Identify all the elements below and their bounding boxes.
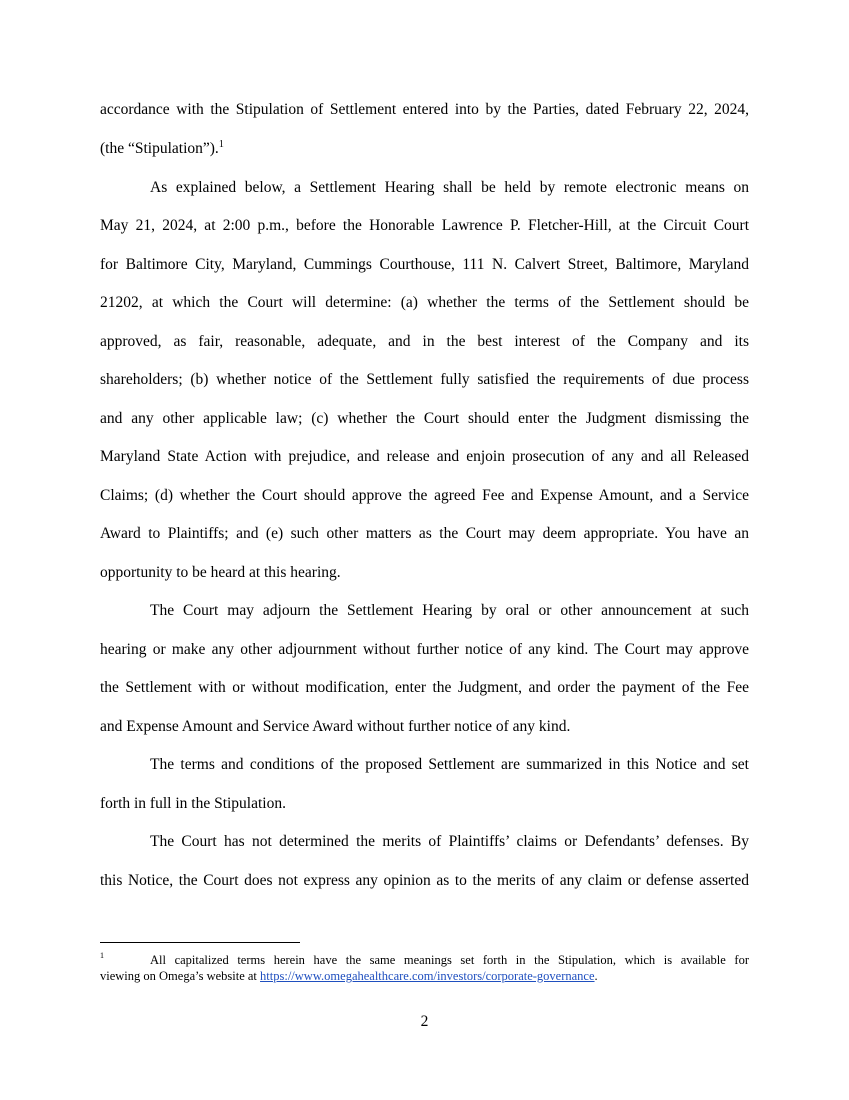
body-line: shareholders; (b) whether notice of the Settlement fully satisfied the requirements of due process	[100, 371, 749, 388]
body-line: hearing or make any other adjournment without further notice of any kind. The Court may approve	[100, 641, 749, 658]
body-line: As explained below, a Settlement Hearing shall be held by remote electronic means on	[150, 179, 749, 196]
body-line: and any other applicable law; (c) whether the Court should enter the Judgment dismissing the	[100, 410, 749, 427]
body-line: Maryland State Action with prejudice, and release and enjoin prosecution of any and all Released	[100, 448, 749, 465]
body-line: for Baltimore City, Maryland, Cummings Courthouse, 111 N. Calvert Street, Baltimore, Maryland	[100, 256, 749, 273]
body-text: (the “Stipulation”).	[100, 140, 219, 157]
body-line	[100, 139, 749, 159]
body-line: The terms and conditions of the proposed Settlement are summarized in this Notice and set	[150, 756, 749, 773]
footnote-text: .	[594, 969, 598, 983]
page-number: 2	[420, 1013, 429, 1030]
body-line: May 21, 2024, at 2:00 p.m., before the Honorable Lawrence P. Fletcher-Hill, at the Circuit Court	[100, 217, 749, 234]
footnote-marker: 1	[100, 951, 104, 960]
body-line: The Court may adjourn the Settlement Hearing by oral or other announcement at such	[150, 602, 749, 619]
body-line: this Notice, the Court does not express any opinion as to the merits of any claim or defense asserted	[100, 872, 749, 889]
body-line: approved, as fair, reasonable, adequate, and in the best interest of the Company and its	[100, 333, 749, 350]
body-line: Award to Plaintiffs; and (e) such other matters as the Court may deem appropriate. You have an	[100, 525, 749, 542]
body-line: opportunity to be heard at this hearing.	[100, 564, 341, 581]
corporate-governance-link[interactable]: https://www.omegahealthcare.com/investors/corporate-governance	[260, 969, 595, 983]
body-line: accordance with the Stipulation of Settlement entered into by the Parties, dated February 22, 2024,	[100, 101, 749, 118]
body-line: The Court has not determined the merits of Plaintiffs’ claims or Defendants’ defenses. By	[150, 833, 749, 850]
footnote-line: All capitalized terms herein have the same meanings set forth in the Stipulation, which is available for	[150, 953, 749, 967]
footnote-line	[100, 969, 749, 984]
body-line: forth in full in the Stipulation.	[100, 795, 286, 812]
footnote-text: viewing on Omega’s website at	[100, 969, 261, 983]
body-line: and Expense Amount and Service Award without further notice of any kind.	[100, 718, 571, 735]
footnote-reference[interactable]: 1	[218, 139, 224, 150]
body-line: the Settlement with or without modification, enter the Judgment, and order the payment of the Fee	[100, 679, 749, 696]
footnote-divider	[100, 942, 300, 943]
body-line: 21202, at which the Court will determine: (a) whether the terms of the Settlement should be	[100, 294, 749, 311]
body-line: Claims; (d) whether the Court should approve the agreed Fee and Expense Amount, and a Service	[100, 487, 749, 504]
